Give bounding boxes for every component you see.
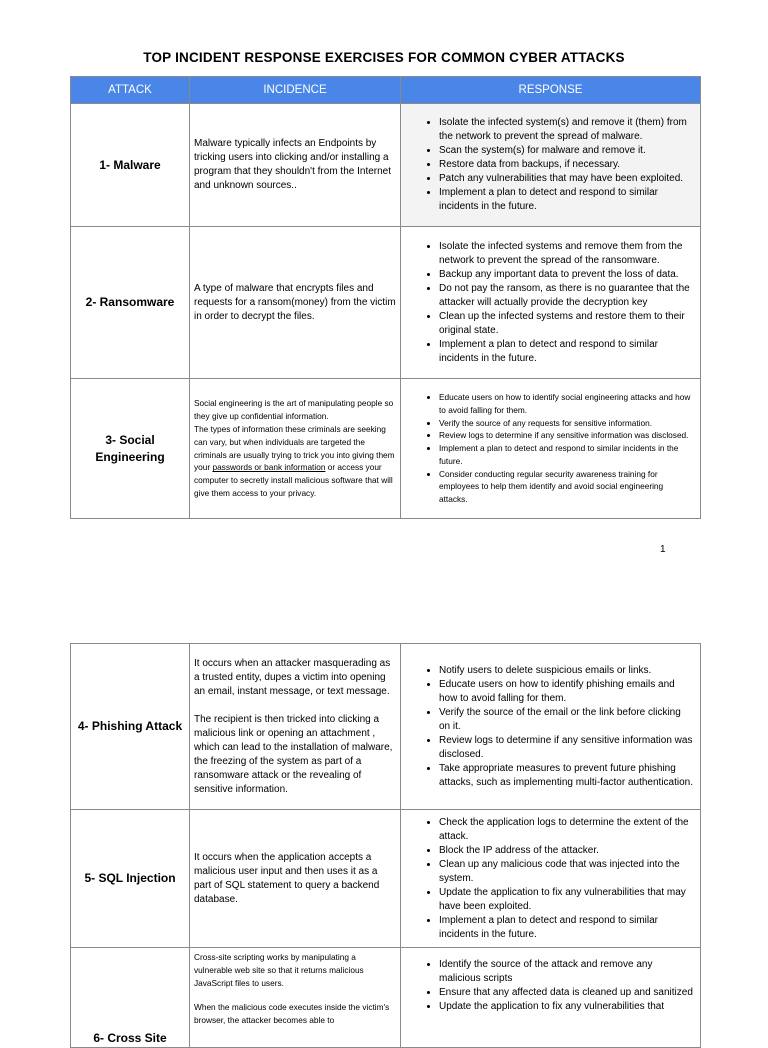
list-item: • Check the application logs to determine the extent of the attack. bbox=[439, 816, 694, 844]
list-item: • Review logs to determine if any sensitive information was disclosed. bbox=[439, 429, 694, 442]
list-item: • Consider conducting regular security awareness training for employees to help them identify and avoid social engineering attacks. bbox=[439, 468, 694, 506]
attack-cell: 3- Social Engineering bbox=[71, 379, 190, 519]
response-list bbox=[405, 816, 694, 942]
response-list bbox=[405, 116, 694, 214]
incidence-cell: It occurs when the application accepts a malicious user input and then uses it as a part of SQL statement to query a backend database. bbox=[190, 810, 401, 948]
incidence-cell: Malware typically infects an Endpoints by tricking users into clicking and/or installing a program that they shouldn't from the Internet and unknown sources.. bbox=[190, 104, 401, 227]
list-item: • Clean up any malicious code that was injected into the system. bbox=[439, 858, 694, 886]
list-item: • Isolate the infected system(s) and remove it (them) from the network to prevent the spread of malware. bbox=[439, 116, 694, 144]
response-cell bbox=[401, 644, 701, 810]
response-list bbox=[405, 664, 694, 790]
response-cell bbox=[401, 810, 701, 948]
list-item: • Implement a plan to detect and respond to similar incidents in the future. bbox=[439, 338, 694, 366]
response-cell bbox=[401, 379, 701, 519]
response-list bbox=[405, 391, 694, 506]
list-item: • Review logs to determine if any sensitive information was disclosed. bbox=[439, 734, 694, 762]
list-item: • Educate users on how to identify phishing emails and how to avoid falling for them. bbox=[439, 678, 694, 706]
table-row bbox=[71, 227, 701, 379]
table-row bbox=[71, 810, 701, 948]
list-item: • Isolate the infected systems and remove them from the network to prevent the spread of the ransomware. bbox=[439, 240, 694, 268]
page-number: 1 bbox=[660, 544, 666, 555]
response-list bbox=[405, 958, 694, 1014]
incidence-cell: A type of malware that encrypts files and requests for a ransom(money) from the victim in order to decrypt the files. bbox=[190, 227, 401, 379]
incidence-cell: It occurs when an attacker masquerading as a trusted entity, dupes a victim into opening an email, instant message, or text message. The recipient is then tricked into clicking a malicious link or opening an attachment , which can lead to the installation of malware, the freezing of the system as part of a ransomware attack or the revealing of sensitive information. bbox=[190, 644, 401, 810]
table-row bbox=[71, 104, 701, 227]
response-cell bbox=[401, 948, 701, 1048]
list-item: • Restore data from backups, if necessary. bbox=[439, 158, 694, 172]
list-item: • Block the IP address of the attacker. bbox=[439, 844, 694, 858]
list-item: • Implement a plan to detect and respond to similar incidents in the future. bbox=[439, 442, 694, 468]
list-item: • Notify users to delete suspicious emails or links. bbox=[439, 664, 694, 678]
list-item: • Backup any important data to prevent the loss of data. bbox=[439, 268, 694, 282]
list-item: • Educate users on how to identify social engineering attacks and how to avoid falling for them. bbox=[439, 391, 694, 417]
table-row bbox=[71, 379, 701, 519]
list-item: • Verify the source of any requests for sensitive information. bbox=[439, 417, 694, 430]
list-item: • Implement a plan to detect and respond to similar incidents in the future. bbox=[439, 914, 694, 942]
attack-cell: 5- SQL Injection bbox=[71, 810, 190, 948]
response-cell bbox=[401, 104, 701, 227]
incident-response-table-page-1 bbox=[70, 76, 701, 519]
response-cell bbox=[401, 227, 701, 379]
attack-cell: 4- Phishing Attack bbox=[71, 644, 190, 810]
passwords-link[interactable]: passwords or bank information bbox=[212, 462, 326, 473]
list-item: • Scan the system(s) for malware and remove it. bbox=[439, 144, 694, 158]
list-item: • Patch any vulnerabilities that may have been exploited. bbox=[439, 172, 694, 186]
page-title: TOP INCIDENT RESPONSE EXERCISES FOR COMMON CYBER ATTACKS bbox=[143, 50, 625, 65]
list-item: • Take appropriate measures to prevent future phishing attacks, such as implementing multi-factor authentication. bbox=[439, 762, 694, 790]
list-item: • Update the application to fix any vulnerabilities that may have been exploited. bbox=[439, 886, 694, 914]
list-item: • Update the application to fix any vulnerabilities that bbox=[439, 1000, 694, 1014]
list-item: • Implement a plan to detect and respond to similar incidents in the future. bbox=[439, 186, 694, 214]
attack-cell: 1- Malware bbox=[71, 104, 190, 227]
incidence-cell: Cross-site scripting works by manipulating a vulnerable web site so that it returns malicious JavaScript files to users. When the malicious code executes inside the victim's browser, the attacker becomes able to bbox=[190, 948, 401, 1048]
header-incidence: INCIDENCE bbox=[190, 77, 401, 104]
attack-cell: 2- Ransomware bbox=[71, 227, 190, 379]
table-row bbox=[71, 644, 701, 810]
list-item: • Identify the source of the attack and remove any malicious scripts bbox=[439, 958, 694, 986]
incidence-cell: Social engineering is the art of manipulating people so they give up confidential information. The types of information these criminals are seeking can vary, but when individuals are targeted the criminals are usually trying to trick you into giving them your passwords or bank information or access your computer to secretly install malicious software that will give them access to your privacy. bbox=[190, 379, 401, 519]
table-row bbox=[71, 948, 701, 1048]
list-item: • Do not pay the ransom, as there is no guarantee that the attacker will actually provide the decryption key bbox=[439, 282, 694, 310]
header-response: RESPONSE bbox=[401, 77, 701, 104]
list-item: • Ensure that any affected data is cleaned up and sanitized bbox=[439, 986, 694, 1000]
attack-cell: 6- Cross Site bbox=[71, 948, 190, 1048]
response-list bbox=[405, 240, 694, 366]
header-attack: ATTACK bbox=[71, 77, 190, 104]
table-header-row bbox=[71, 77, 701, 104]
incident-response-table-page-2 bbox=[70, 643, 701, 1048]
list-item: • Verify the source of the email or the link before clicking on it. bbox=[439, 706, 694, 734]
list-item: • Clean up the infected systems and restore them to their original state. bbox=[439, 310, 694, 338]
